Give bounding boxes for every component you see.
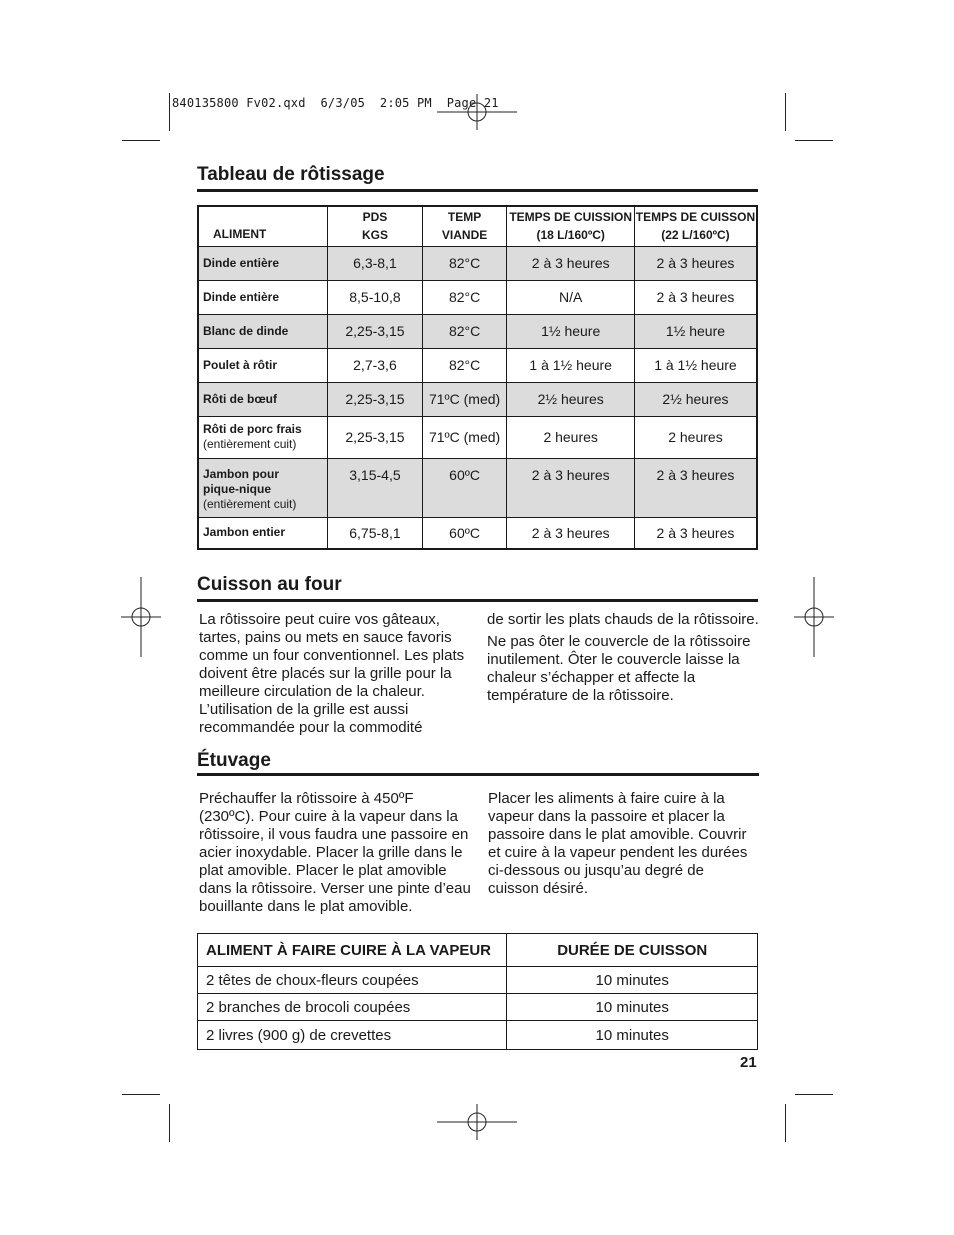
time22-cell: 2 à 3 heures	[634, 246, 757, 280]
food-cell: Jambon entier	[198, 517, 328, 549]
food-name: Jambon pour pique-nique	[203, 466, 280, 496]
oven-section-title: Cuisson au four	[197, 574, 342, 595]
section-rule	[197, 773, 759, 776]
weight-cell: 2,7-3,6	[328, 348, 423, 382]
table-row	[198, 967, 758, 994]
header-label: VIANDE	[441, 228, 488, 243]
header-label: TEMPS DE CUISSION	[509, 210, 633, 225]
header-label: ALIMENT	[213, 226, 267, 241]
weight-cell: 6,3-8,1	[328, 246, 423, 280]
time18-cell: 1 à 1½ heure	[507, 348, 635, 382]
time22-cell: 2½ heures	[634, 382, 757, 416]
crop-mark	[169, 1104, 170, 1142]
header-food	[198, 206, 328, 246]
steam-time-cell: 10 minutes	[507, 994, 758, 1021]
table-row	[198, 314, 757, 348]
header-time-22	[634, 206, 757, 246]
weight-cell: 2,25-3,15	[328, 314, 423, 348]
paragraph: Placer les aliments à faire cuire à la vapeur dans la passoire et placer la passoire dans le plat amovible. Couvrir et cuire à la vapeur pendent les durées ci-dessous ou jusqu’au degré de cuisson désiré.	[488, 790, 748, 897]
time22-cell: 2 à 3 heures	[634, 517, 757, 549]
header-label: TEMP	[447, 210, 482, 225]
temp-cell: 82°C	[422, 348, 507, 382]
table-row	[198, 994, 758, 1021]
crop-mark	[785, 93, 786, 131]
food-name: Rôti de porc frais	[203, 422, 302, 436]
food-cell: Poulet à rôtir	[198, 348, 328, 382]
header-steam-time: DURÉE DE CUISSON	[507, 934, 758, 967]
time22-cell: 1½ heure	[634, 314, 757, 348]
crop-mark	[122, 140, 160, 141]
registration-mark-icon	[437, 1082, 517, 1162]
temp-cell: 60ºC	[422, 517, 507, 549]
time18-cell: N/A	[507, 280, 635, 314]
crop-mark	[795, 1094, 833, 1095]
roast-header-row	[198, 206, 757, 246]
paragraph: Préchauffer la rôtissoire à 450ºF (230ºC). Pour cuire à la vapeur dans la rôtissoire, il vous faudra une passoire en acier inoxydable. Placer la grille dans le plat amovible. Placer le plat amovible dans la rôtissoire. Verser une pinte d’eau bouillante dans le plat amovible.	[199, 790, 471, 915]
roast-section-title: Tableau de rôtissage	[197, 164, 385, 185]
table-row	[198, 280, 757, 314]
food-cell: Rôti de bœuf	[198, 382, 328, 416]
table-row	[198, 517, 757, 549]
section-rule	[197, 189, 758, 192]
header-weight	[328, 206, 423, 246]
table-row	[198, 458, 757, 517]
steam-food-cell: 2 livres (900 g) de crevettes	[198, 1021, 507, 1050]
weight-cell: 8,5-10,8	[328, 280, 423, 314]
time22-cell: 2 à 3 heures	[634, 458, 757, 517]
oven-text-left	[199, 611, 471, 737]
steam-text-right	[488, 790, 756, 898]
steam-time-cell: 10 minutes	[507, 1021, 758, 1050]
crop-mark	[795, 140, 833, 141]
temp-cell: 82°C	[422, 314, 507, 348]
header-label: KGS	[361, 228, 388, 243]
time22-cell: 2 heures	[634, 416, 757, 458]
table-row	[198, 348, 757, 382]
food-cell: Dinde entière	[198, 280, 328, 314]
print-slug: 840135800 Fv02.qxd 6/3/05 2:05 PM Page 21	[172, 96, 499, 110]
time18-cell: 2 heures	[507, 416, 635, 458]
table-row	[198, 382, 757, 416]
temp-cell: 71ºC (med)	[422, 382, 507, 416]
section-rule	[197, 599, 758, 602]
food-cell: Blanc de dinde	[198, 314, 328, 348]
header-temp	[422, 206, 507, 246]
time18-cell: 2½ heures	[507, 382, 635, 416]
crop-mark	[169, 93, 170, 131]
temp-cell: 71ºC (med)	[422, 416, 507, 458]
weight-cell: 2,25-3,15	[328, 416, 423, 458]
food-cell: Dinde entière	[198, 246, 328, 280]
steam-table	[197, 933, 758, 1050]
steam-section-title: Étuvage	[197, 750, 271, 771]
food-cell	[198, 458, 328, 517]
header-label: (22 L/160ºC)	[661, 228, 730, 243]
time22-cell: 1 à 1½ heure	[634, 348, 757, 382]
registration-mark-icon	[101, 577, 181, 657]
weight-cell: 3,15-4,5	[328, 458, 423, 517]
time18-cell: 2 à 3 heures	[507, 517, 635, 549]
food-cell	[198, 416, 328, 458]
table-row	[198, 416, 757, 458]
header-steam-food: ALIMENT À FAIRE CUIRE À LA VAPEUR	[198, 934, 507, 967]
time18-cell: 2 à 3 heures	[507, 246, 635, 280]
temp-cell: 82°C	[422, 280, 507, 314]
header-label: (18 L/160ºC)	[536, 228, 605, 243]
table-row	[198, 1021, 758, 1050]
steam-text-left	[199, 790, 471, 916]
header-time-18	[507, 206, 635, 246]
food-note: (entièrement cuit)	[203, 496, 297, 511]
food-note: (entièrement cuit)	[203, 437, 297, 451]
table-row	[198, 246, 757, 280]
registration-mark-icon	[774, 577, 854, 657]
time18-cell: 2 à 3 heures	[507, 458, 635, 517]
crop-mark	[785, 1104, 786, 1142]
oven-text-right	[487, 611, 759, 705]
paragraph: Ne pas ôter le couvercle de la rôtissoire inutilement. Ôter le couvercle laisse la chaleur s’échapper et affecte la température de la rôtissoire.	[487, 633, 751, 704]
header-label: TEMPS DE CUISSON	[635, 210, 756, 225]
time18-cell: 1½ heure	[507, 314, 635, 348]
page-number: 21	[740, 1054, 757, 1071]
steam-time-cell: 10 minutes	[507, 967, 758, 994]
temp-cell: 60ºC	[422, 458, 507, 517]
steam-food-cell: 2 branches de brocoli coupées	[198, 994, 507, 1021]
steam-food-cell: 2 têtes de choux-fleurs coupées	[198, 967, 507, 994]
paragraph: La rôtissoire peut cuire vos gâteaux, tartes, pains ou mets en sauce favoris comme un four conventionnel. Les plats doivent être placés sur la grille pour la meilleure circulation de la chaleur. L’utilisation de la grille est aussi recommandée pour la commodité	[199, 611, 465, 736]
paragraph: de sortir les plats chauds de la rôtissoire.	[487, 611, 759, 628]
weight-cell: 6,75-8,1	[328, 517, 423, 549]
crop-mark	[122, 1094, 160, 1095]
registration-mark-icon	[437, 72, 517, 152]
time22-cell: 2 à 3 heures	[634, 280, 757, 314]
roast-table	[197, 205, 758, 550]
header-label: PDS	[362, 210, 388, 225]
weight-cell: 2,25-3,15	[328, 382, 423, 416]
steam-header-row	[198, 934, 758, 967]
temp-cell: 82°C	[422, 246, 507, 280]
